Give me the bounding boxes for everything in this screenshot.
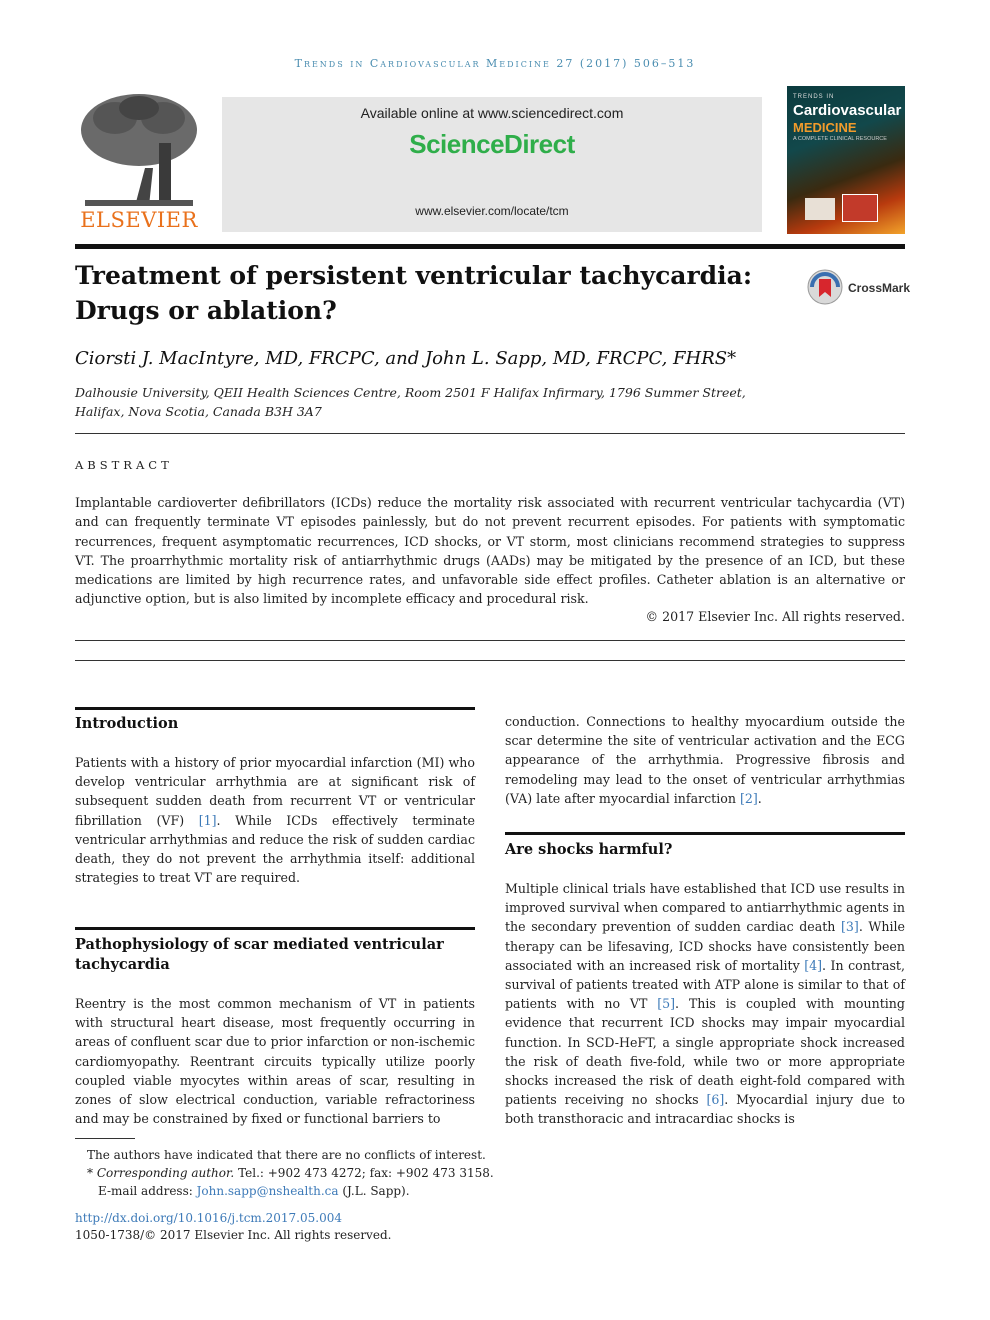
cover-line3: MEDICINE (793, 120, 857, 135)
doi-link[interactable]: http://dx.doi.org/10.1016/j.tcm.2017.05.004 (75, 1211, 342, 1225)
cover-line2: Cardiovascular (793, 102, 902, 119)
title-line2: Drugs or ablation? (75, 296, 337, 325)
shocks-heading: Are shocks harmful? (505, 841, 673, 858)
issn-line: 1050-1738/© 2017 Elsevier Inc. All rights reserved. (75, 1228, 392, 1242)
patho-heading: Pathophysiology of scar mediated ventricular tachycardia (75, 936, 444, 973)
corresponding-footnote: * Corresponding author. Tel.: +902 473 4272; fax: +902 473 3158. (87, 1166, 494, 1180)
affiliation-rule (75, 433, 905, 434)
journal-citation: Trends in Cardiovascular Medicine 27 (2017) 506–513 (294, 57, 696, 70)
article-title (75, 258, 775, 328)
cover-line1: TRENDS IN (793, 94, 835, 100)
elsevier-logo (75, 88, 203, 236)
patho-rule (75, 927, 475, 930)
cover-inset-image (805, 198, 835, 220)
ref-5-link[interactable]: [5] (657, 996, 676, 1012)
abstract-text: Implantable cardioverter defibrillators (ICDs) reduce the mortality risk associated with recurrent ventricular tachycardia (VT) and can frequently terminate VT episodes painlessly, but do not prevent recurrent episodes. For patients with symptomatic recurrences, frequent asymptomatic recurrences, ICD shocks, or VT storm, most clinicians recommend strategies to suppress VT. The proarrhythmic mortality risk of antiarrhythmic drugs (AADs) may be mitigated by the presence of an ICD, but these medications are limited by high recurrence rates, and unfavorable side effect profiles. Catheter ablation is an alternative or adjunctive option, but is also limited by incomplete efficacy and procedural risk. (75, 495, 905, 607)
patho-paragraph-cont: conduction. Connections to healthy myocardium outside the scar determine the site of ventricular activation and the ECG appearance of the arrhythmia. Progressive fibrosis and remodeling may lead to the onset of ventricular arrhythmias (VA) late after myocardial infarction [2]. (505, 714, 905, 806)
abstract-heading: ABSTRACT (75, 458, 173, 472)
ref-4-link[interactable]: [4] (804, 957, 823, 973)
header-rule (75, 244, 905, 249)
cover-line4: A COMPLETE CLINICAL RESOURCE (793, 136, 887, 142)
conflict-footnote: The authors have indicated that there are no conflicts of interest. (87, 1148, 486, 1162)
sciencedirect-banner (222, 97, 762, 232)
journal-cover (787, 86, 905, 234)
sciencedirect-logo[interactable]: ScienceDirect (409, 129, 575, 159)
elsevier-wordmark: ELSEVIER (80, 208, 198, 232)
ref-3-link[interactable]: [3] (841, 919, 859, 935)
intro-rule (75, 707, 475, 710)
email-link[interactable]: John.sapp@nshealth.ca (196, 1184, 339, 1198)
ref-2-link[interactable]: [2] (739, 790, 758, 806)
available-online-text: Available online at www.sciencedirect.com (360, 105, 624, 121)
abstract-rule-bottom (75, 660, 905, 661)
intro-paragraph: Patients with a history of prior myocardial infarction (MI) who develop ventricular arrhythmia are at significant risk of subsequent sudden death from recurrent VT or ventricular fibrillation (VF) [1]. While ICDs effectively terminate ventricular arrhythmias and reduce the risk of sudden cardiac death, they do not prevent the arrhythmia itself: additional strategies to treat VT are required. (75, 755, 475, 886)
cover-heart-image (842, 194, 878, 222)
affiliation: Dalhousie University, QEII Health Sciences Centre, Room 2501 F Halifax Infirmary, 1796 Summer Street, Halifax, Nova Scotia, Canada B3H 3A7 (75, 385, 746, 419)
patho-paragraph: Reentry is the most common mechanism of VT in patients with structural heart disease, most frequently occurring in areas of confluent scar due to prior infarction or non-ischemic cardiomyopathy. Reentrant circuits typically utilize poorly coupled viable myocytes within areas of scar, resulting in zones of slow electrical conduction, variable refractoriness and may be constrained by fixed or functional barriers to (75, 996, 475, 1127)
authors: Ciorsti J. MacIntyre, MD, FRCPC, and John L. Sapp, MD, FRCPC, FHRS* (75, 348, 737, 369)
journal-url[interactable]: www.elsevier.com/locate/tcm (415, 204, 569, 218)
crossmark-label: CrossMark (848, 281, 911, 295)
intro-heading: Introduction (75, 715, 179, 732)
email-footnote: E-mail address: John.sapp@nshealth.ca (J.L. Sapp). (98, 1184, 410, 1198)
title-line1: Treatment of persistent ventricular tachycardia: (75, 261, 753, 290)
abstract-copyright: © 2017 Elsevier Inc. All rights reserved. (645, 609, 905, 624)
ref-6-link[interactable]: [6] (706, 1092, 725, 1108)
shocks-rule (505, 832, 905, 835)
crossmark-icon (806, 268, 844, 306)
ref-1-link[interactable]: [1] (198, 812, 217, 828)
abstract-rule-top (75, 640, 905, 641)
shocks-paragraph: Multiple clinical trials have established that ICD use results in improved survival when compared to antiarrhythmic agents in the secondary prevention of sudden cardiac death [3]. While therapy can be lifesaving, ICD shocks have consistently been associated with an increased risk of mortality [4]. In contrast, survival of patients treated with ATP alone is similar to that of patients with no VT [5]. This is coupled with mounting evidence that recurrent ICD shocks may impair myocardial function. In SCD-HeFT, a single appropriate shock increased the risk of death five-fold, while two or more appropriate shocks increased the risk of death eight-fold compared with patients receiving no shocks [6]. Myocardial injury due to both transthoracic and intracardiac shocks is (505, 881, 906, 1127)
footnote-rule (75, 1138, 135, 1139)
